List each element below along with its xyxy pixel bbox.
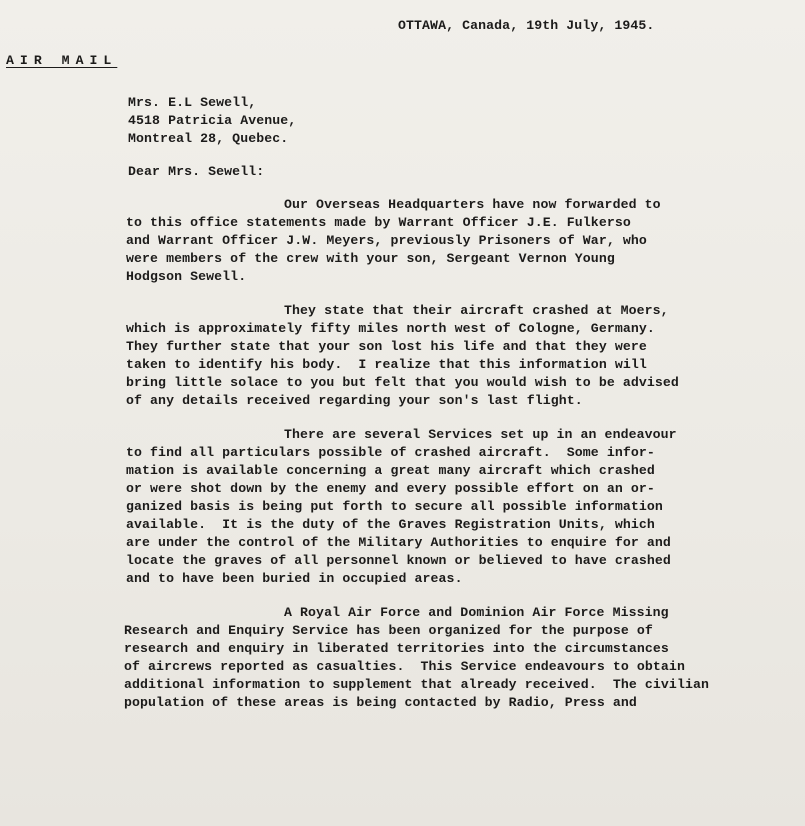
para2-line-5: bring little solace to you but felt that you would wish to be advised bbox=[126, 375, 679, 390]
salutation: Dear Mrs. Sewell: bbox=[128, 164, 265, 179]
address-line-1: Mrs. E.L Sewell, bbox=[128, 95, 257, 110]
para1-line-1: Our Overseas Headquarters have now forwarded to bbox=[284, 197, 661, 212]
para4-line-2: Research and Enquiry Service has been organized for the purpose of bbox=[124, 623, 653, 638]
para3-line-2: to find all particulars possible of crashed aircraft. Some infor- bbox=[126, 445, 655, 460]
dateline: OTTAWA, Canada, 19th July, 1945. bbox=[398, 18, 655, 33]
para3-line-5: ganized basis is being put forth to secure all possible information bbox=[126, 499, 663, 514]
para4-line-3: research and enquiry in liberated territories into the circumstances bbox=[124, 641, 669, 656]
para4-line-6: population of these areas is being contacted by Radio, Press and bbox=[124, 695, 637, 710]
para1-line-3: and Warrant Officer J.W. Meyers, previously Prisoners of War, who bbox=[126, 233, 647, 248]
address-line-3: Montreal 28, Quebec. bbox=[128, 131, 289, 146]
para3-line-7: are under the control of the Military Authorities to enquire for and bbox=[126, 535, 671, 550]
para1-line-5: Hodgson Sewell. bbox=[126, 269, 247, 284]
para2-line-2: which is approximately fifty miles north west of Cologne, Germany. bbox=[126, 321, 655, 336]
para1-line-2: to this office statements made by Warrant Officer J.E. Fulkerso bbox=[126, 215, 631, 230]
para2-line-1: They state that their aircraft crashed at Moers, bbox=[284, 303, 669, 318]
para1-line-4: were members of the crew with your son, Sergeant Vernon Young bbox=[126, 251, 615, 266]
para3-line-9: and to have been buried in occupied areas. bbox=[126, 571, 463, 586]
para4-line-5: additional information to supplement that already received. The civilian bbox=[124, 677, 710, 692]
para3-line-1: There are several Services set up in an endeavour bbox=[284, 427, 677, 442]
para3-line-4: or were shot down by the enemy and every possible effort on an or- bbox=[126, 481, 655, 496]
para3-line-6: available. It is the duty of the Graves Registration Units, which bbox=[126, 517, 655, 532]
para2-line-3: They further state that your son lost his life and that they were bbox=[126, 339, 647, 354]
air-mail-heading: AIR MAIL bbox=[6, 53, 118, 68]
para2-line-4: taken to identify his body. I realize that this information will bbox=[126, 357, 647, 372]
para2-line-6: of any details received regarding your son's last flight. bbox=[126, 393, 583, 408]
para4-line-1: A Royal Air Force and Dominion Air Force Missing bbox=[284, 605, 669, 620]
para3-line-3: mation is available concerning a great many aircraft which crashed bbox=[126, 463, 655, 478]
address-line-2: 4518 Patricia Avenue, bbox=[128, 113, 297, 128]
para3-line-8: locate the graves of all personnel known or believed to have crashed bbox=[126, 553, 671, 568]
para4-line-4: of aircrews reported as casualties. This Service endeavours to obtain bbox=[124, 659, 685, 674]
